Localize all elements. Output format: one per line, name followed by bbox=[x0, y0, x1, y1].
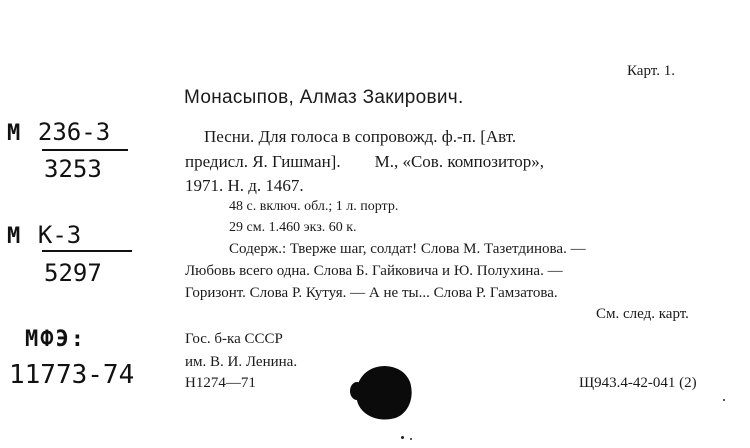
shelf-mark-2-rule bbox=[42, 250, 132, 252]
title-line-1: Песни. Для голоса в сопровожд. ф.-п. [Авт. bbox=[204, 127, 517, 146]
shelf-mark-1-number: 3253 bbox=[44, 155, 102, 183]
card-number: Карт. 1. bbox=[627, 63, 675, 79]
description-line-2: 29 см. 1.460 экз. 60 к. bbox=[229, 220, 357, 235]
title-line-2: предисл. Я. Гишман]. М., «Сов. композитор», bbox=[185, 152, 545, 171]
contents-line-1: Содерж.: Тверже шаг, солдат! Слова М. Тазетдинова. — bbox=[229, 241, 586, 257]
shelf-mark-2-prefix: М bbox=[7, 224, 21, 249]
shelf-mark-1 bbox=[7, 118, 110, 146]
author-heading: Монасыпов, Алмаз Закирович. bbox=[184, 87, 464, 108]
ink-blot-edge bbox=[350, 382, 364, 400]
shelf-mark-1-code: 236-3 bbox=[37, 118, 111, 146]
library-line-2: им. В. И. Ленина. bbox=[185, 354, 298, 370]
see-next-card: См. след. карт. bbox=[596, 306, 689, 322]
shelf-mark-1-prefix: М bbox=[7, 121, 21, 146]
ink-speck bbox=[401, 436, 404, 439]
title-line-3: 1971. Н. д. 1467. bbox=[185, 176, 304, 195]
library-line-1: Гос. б-ка СССР bbox=[185, 331, 283, 347]
shelf-mark-2 bbox=[7, 221, 81, 249]
shelf-mark-2-number: 5297 bbox=[44, 259, 102, 287]
shelf-mark-3-number: 11773-74 bbox=[9, 360, 135, 390]
ink-speck bbox=[410, 438, 412, 440]
shelf-mark-1-rule bbox=[42, 149, 128, 151]
ink-speck bbox=[723, 399, 725, 401]
contents-line-3: Горизонт. Слова Р. Кутуя. — А не ты... Слова Р. Гамзатова. bbox=[185, 285, 558, 301]
shelf-mark-3-prefix: МФЭ: bbox=[25, 327, 86, 352]
shelf-mark-2-code: К-3 bbox=[37, 221, 82, 249]
library-line-3: Н1274—71 bbox=[185, 375, 256, 391]
contents-line-2: Любовь всего одна. Слова Б. Гайковича и Ю. Полухина. — bbox=[185, 263, 563, 279]
classification-code: Щ943.4-42-041 (2) bbox=[579, 375, 697, 391]
description-line-1: 48 с. включ. обл.; 1 л. портр. bbox=[229, 199, 399, 214]
